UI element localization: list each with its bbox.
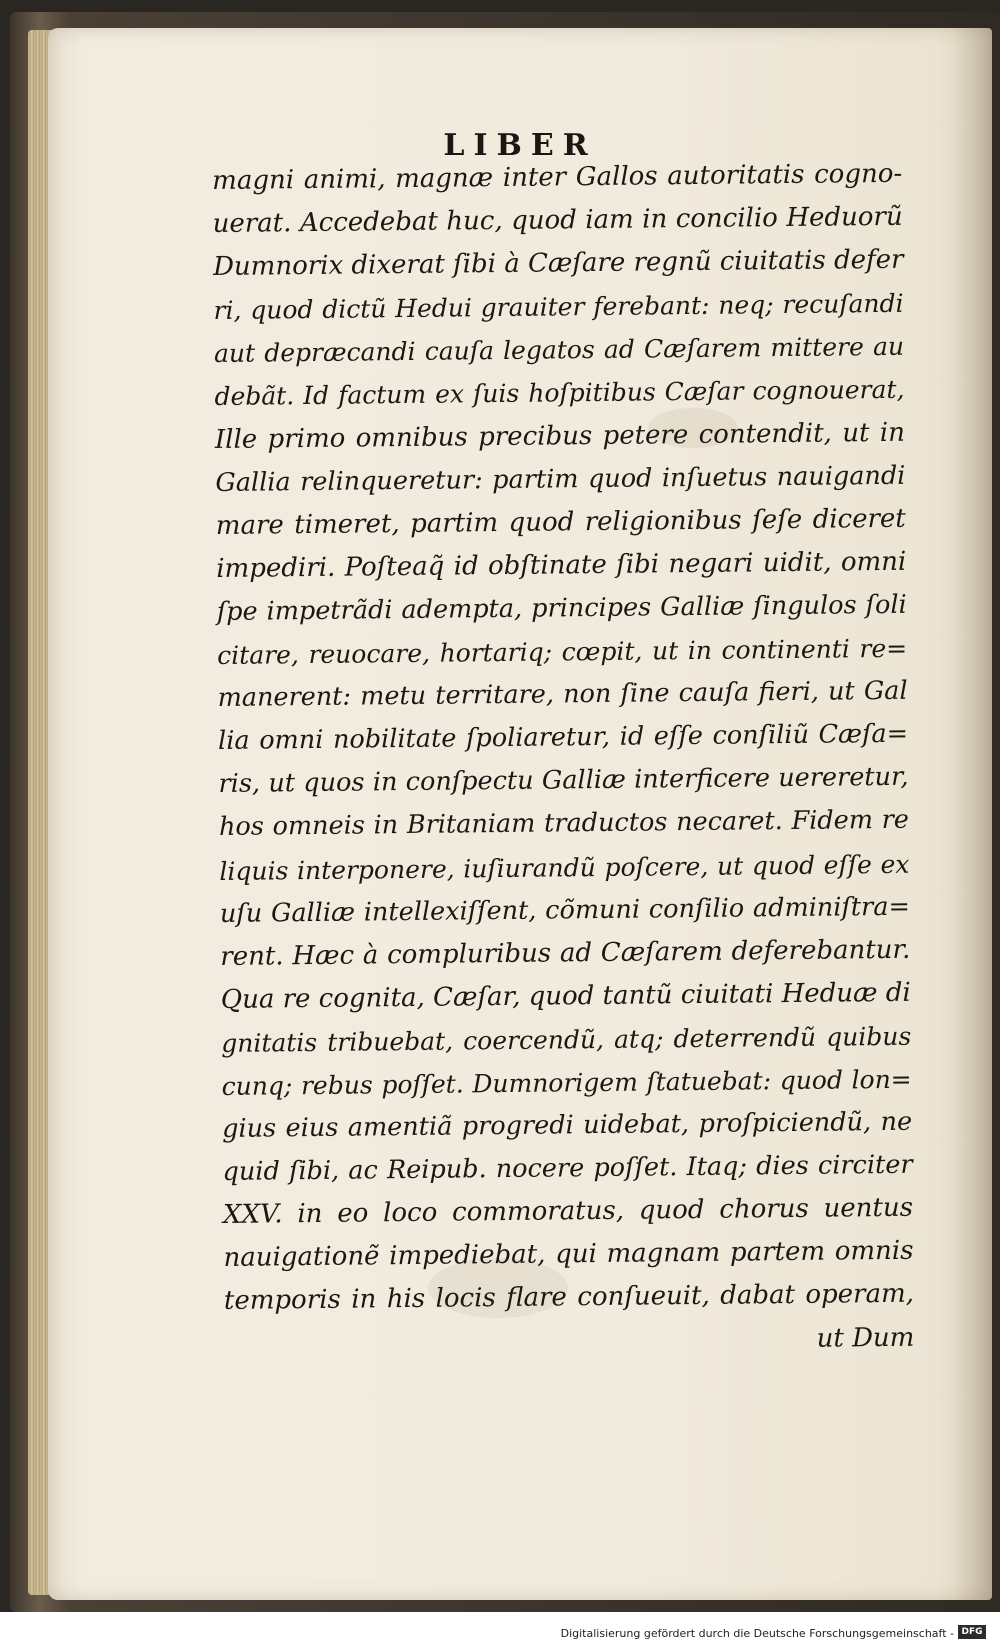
text-line: gnitatis tribuebat, coercendũ, atq; deterrendũ quibus [221,1021,912,1058]
text-line: quid ſibi, ac Reipub. nocere poſſet. Itaq; dies circiter [222,1149,913,1188]
text-line: XXV. in eo loco commoratus, quod chorus uentus [222,1192,914,1231]
text-line: rent. Hæc à compluribus ad Cæſarem deferebantur. [220,934,911,972]
text-line: ris, ut quos in conſpectu Galliæ interficere uereretur, [218,762,909,800]
text-line: uſu Galliæ intellexiſſent, cõmuni conſilio adminiſtra= [219,891,911,929]
text-line: temporis in his locis flare conſueuit, dabat operam, [223,1279,915,1317]
body-text [212,153,915,1367]
text-line: gius eius amentiã progredi uidebat, proſpiciendũ, ne [221,1106,913,1145]
text-line: liquis interponere, iuſiurandũ poſcere, ut quod eſſe ex [219,849,910,886]
text-line: aut depræcandi cauſa legatos ad Cæſarem mittere au [213,332,905,369]
funding-credit: Digitalisierung gefördert durch die Deutsche Forschungsgemeinschaft - [560,1627,954,1640]
text-line: Dumnorix dixerat ſibi à Cæſare regnũ ciuitatis defer [212,244,904,283]
text-line: Qua re cognita, Cæſar, quod tantũ ciuitati Heduæ di [220,977,911,1015]
gutter-shadow [952,28,992,1600]
dfg-logo: DFG [958,1625,986,1639]
text-line: citare, reuocare, hortariq; cœpit, ut in continenti re= [217,633,908,671]
running-head: LIBER [443,128,597,163]
text-line: debãt. Id factum ex ſuis hoſpitibus Cæſar cognouerat, [214,375,905,412]
text-line: manerent: metu territare, non ſine cauſa fieri, ut Gal [217,675,908,714]
catchword: ut Dum [816,1322,915,1354]
text-line: ri, quod dictũ Hedui grauiter ferebant: neq; recuſandi [213,289,904,326]
text-line: Gallia relinqueretur: partim quod inſuetus nauigandi [215,460,906,498]
text-line: ſpe impetrãdi adempta, principes Galliæ ſingulos ſoli [216,589,907,627]
text-line: Ille primo omnibus precibus petere contendit, ut in [214,417,906,455]
text-line: magni animi, magnæ inter Gallos autoritatis cogno- [212,158,903,196]
text-line: lia omni nobilitate ſpoliaretur, id eſſe conſiliũ Cæſa= [217,718,909,757]
text-line: nauigationẽ impediebat, qui magnam partem omnis [223,1236,914,1274]
text-line: cunq; rebus poſſet. Dumnorigem ſtatuebat: quod lon= [221,1064,912,1101]
text-line: uerat. Accedebat huc, quod iam in concilio Heduorũ [212,201,903,240]
text-line: impediri. Poſteaq̃ id obſtinate ſibi negari uidit, omni [216,546,907,584]
text-line: hos omneis in Britaniam traductos necaret. Fidem re [218,805,910,843]
text-line: mare timeret, partim quod religionibus ſeſe diceret [215,503,906,541]
